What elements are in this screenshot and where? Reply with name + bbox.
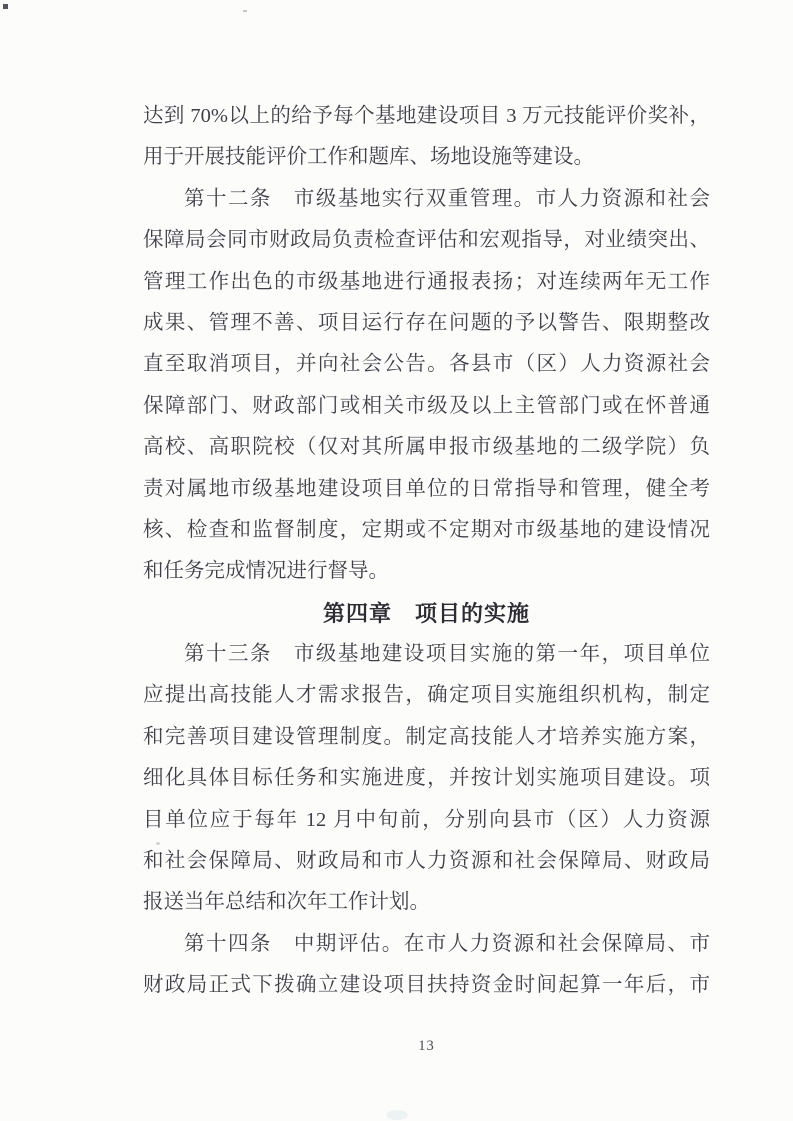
body-text-line: 细化具体目标任务和实施进度，并按计划实施项目建设。项 — [143, 767, 710, 790]
page-number: 13 — [418, 1038, 435, 1054]
body-text-line: 第十二条 市级基地实行双重管理。市人力资源和社会 — [184, 187, 710, 210]
body-text-line: 保障局会同市财政局负责检查评估和宏观指导，对业绩突出、 — [143, 229, 710, 252]
body-text-line: 成果、管理不善、项目运行存在问题的予以警告、限期整改 — [143, 311, 710, 334]
body-text-line: 第十三条 市级基地建设项目实施的第一年，项目单位 — [184, 643, 710, 666]
document-text-block — [143, 96, 710, 1007]
scan-speck — [3, 4, 8, 9]
chapter-heading: 第四章 项目的实施 — [322, 600, 530, 626]
body-text-line: 责对属地市级基地建设项目单位的日常指导和管理，健全考 — [143, 477, 710, 500]
body-text-line: 财政局正式下拨确立建设项目扶持资金时间起算一年后，市 — [143, 974, 710, 997]
body-text-line: 第十四条 中期评估。在市人力资源和社会保障局、市 — [184, 932, 710, 955]
body-text-line: 达到 70%以上的给予每个基地建设项目 3 万元技能评价奖补， — [143, 105, 710, 127]
body-text-line: 用于开展技能评价工作和题库、场地设施等建设。 — [143, 146, 594, 169]
body-text-line: 管理工作出色的市级基地进行通报表扬；对连续两年无工作 — [143, 270, 710, 293]
scan-speck — [243, 10, 247, 12]
body-text-line: 应提出高技能人才需求报告，确定项目实施组织机构，制定 — [143, 684, 710, 707]
body-text-line: 核、检查和监督制度，定期或不定期对市级基地的建设情况 — [143, 518, 710, 541]
body-text-line: 高校、高职院校（仅对其所属申报市级基地的二级学院）负 — [143, 436, 710, 459]
body-text-line: 和完善项目建设管理制度。制定高技能人才培养实施方案， — [143, 725, 710, 748]
body-text-line: 保障部门、财政部门或相关市级及以上主管部门或在怀普通 — [143, 394, 710, 417]
body-text-line: 和任务完成情况进行督导。 — [143, 560, 389, 583]
scan-smudge — [386, 1110, 408, 1120]
body-text-line: 目单位应于每年 12 月中旬前，分别向县市（区）人力资源 — [143, 808, 710, 831]
body-text-line: 直至取消项目，并向社会公告。各县市（区）人力资源社会 — [143, 353, 710, 376]
body-text-line: 和社会保障局、财政局和市人力资源和社会保障局、财政局 — [143, 850, 710, 873]
body-text-line: 报送当年总结和次年工作计划。 — [143, 891, 430, 914]
